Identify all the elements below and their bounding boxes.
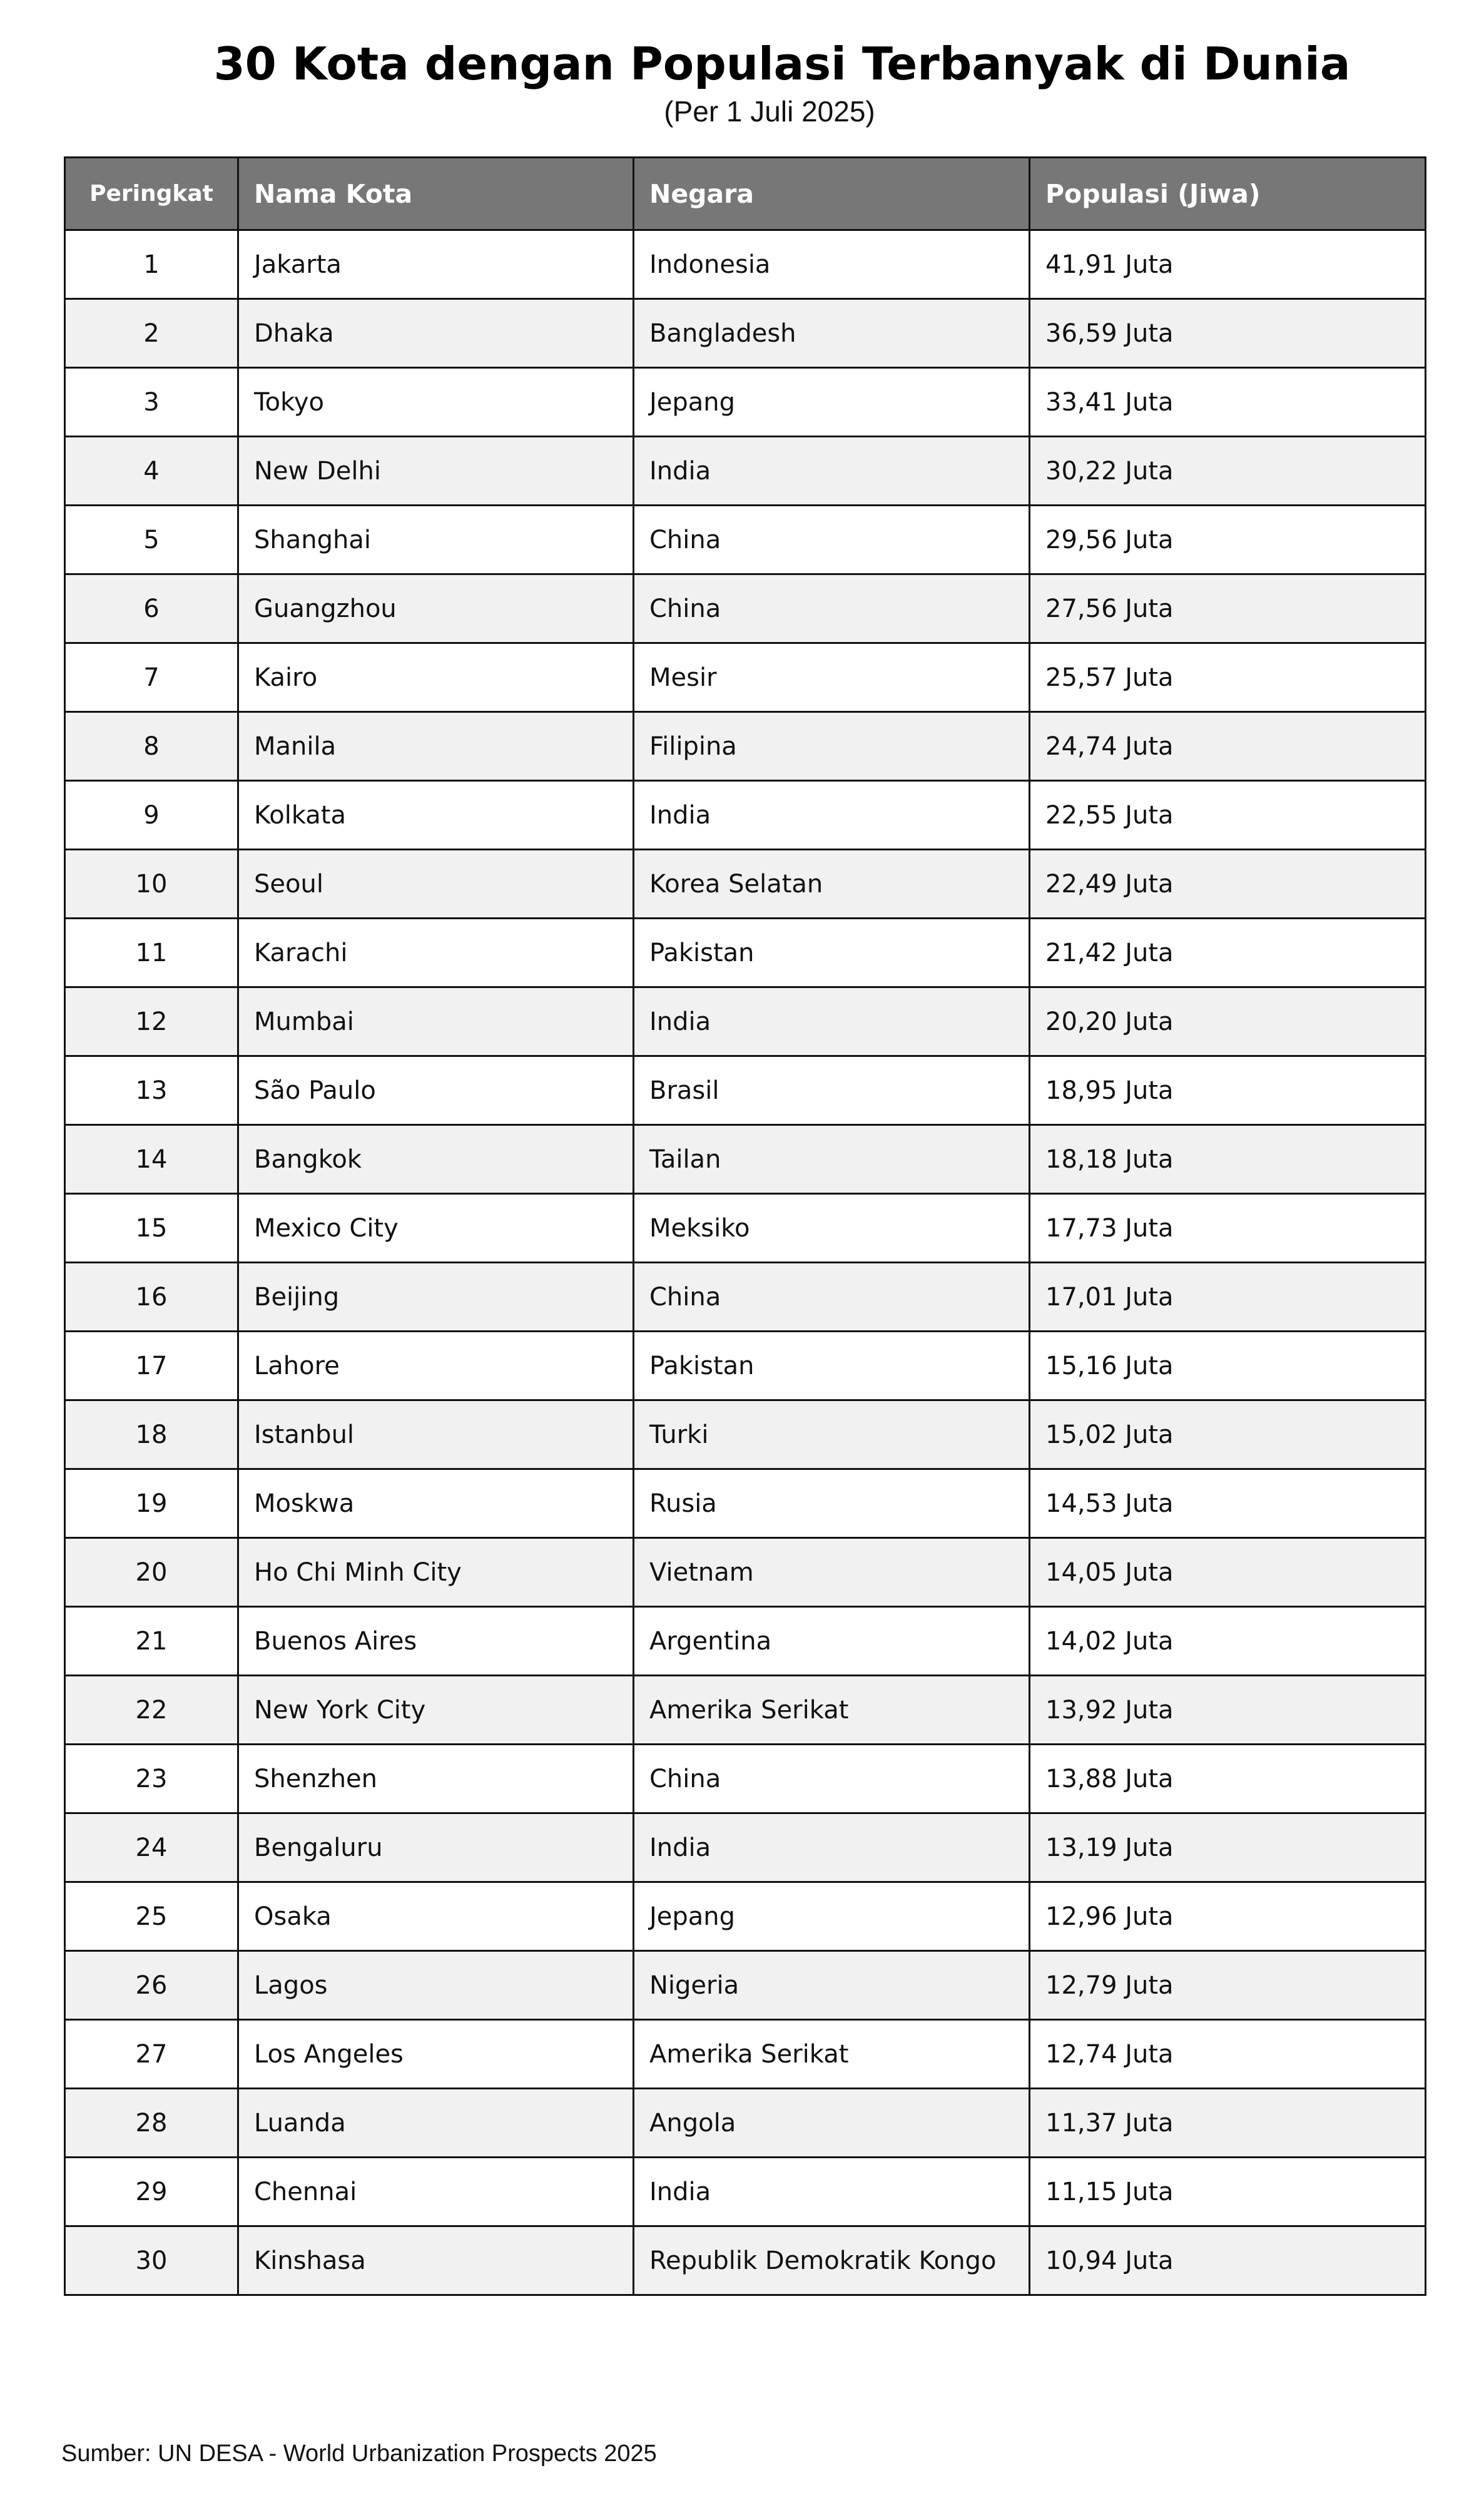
cell-city: Bengaluru <box>238 1813 634 1882</box>
table-row <box>65 368 1426 437</box>
cell-city: Mumbai <box>238 987 634 1056</box>
column-header-population: Populasi (Jiwa) <box>1030 158 1426 230</box>
cell-rank: 24 <box>65 1813 238 1882</box>
cell-city: Kairo <box>238 643 634 712</box>
table-row <box>65 1951 1426 2020</box>
cell-country: China <box>634 1745 1030 1813</box>
cell-country: Bangladesh <box>634 299 1030 368</box>
cell-country: Amerika Serikat <box>634 1676 1030 1745</box>
cell-city: Moskwa <box>238 1469 634 1538</box>
table-row <box>65 506 1426 574</box>
cell-rank: 19 <box>65 1469 238 1538</box>
cell-country: Nigeria <box>634 1951 1030 2020</box>
cell-population: 15,02 Juta <box>1030 1400 1426 1469</box>
table-row <box>65 1882 1426 1951</box>
table-row <box>65 299 1426 368</box>
cell-population: 17,73 Juta <box>1030 1194 1426 1263</box>
cell-city: Tokyo <box>238 368 634 437</box>
cell-country: Pakistan <box>634 1332 1030 1400</box>
table-row <box>65 1676 1426 1745</box>
cell-population: 22,49 Juta <box>1030 850 1426 919</box>
cell-country: India <box>634 781 1030 850</box>
cell-country: Brasil <box>634 1056 1030 1125</box>
cell-population: 14,02 Juta <box>1030 1607 1426 1676</box>
table-row <box>65 2020 1426 2089</box>
table-body <box>65 230 1426 2295</box>
table-row <box>65 712 1426 781</box>
cell-rank: 5 <box>65 506 238 574</box>
cell-country: Vietnam <box>634 1538 1030 1607</box>
page-subtitle: (Per 1 Juli 2025) <box>664 95 875 128</box>
cell-country: Rusia <box>634 1469 1030 1538</box>
cell-rank: 27 <box>65 2020 238 2089</box>
cell-rank: 23 <box>65 1745 238 1813</box>
cell-city: Mexico City <box>238 1194 634 1263</box>
cell-population: 13,92 Juta <box>1030 1676 1426 1745</box>
cell-rank: 8 <box>65 712 238 781</box>
cell-population: 30,22 Juta <box>1030 437 1426 506</box>
table-row <box>65 437 1426 506</box>
cell-rank: 14 <box>65 1125 238 1194</box>
cell-country: Tailan <box>634 1125 1030 1194</box>
cell-country: Pakistan <box>634 919 1030 987</box>
cell-rank: 17 <box>65 1332 238 1400</box>
cell-population: 15,16 Juta <box>1030 1332 1426 1400</box>
cell-city: Los Angeles <box>238 2020 634 2089</box>
cell-city: Lahore <box>238 1332 634 1400</box>
table-row <box>65 1400 1426 1469</box>
table-row <box>65 230 1426 299</box>
table-row <box>65 1469 1426 1538</box>
cell-rank: 30 <box>65 2226 238 2295</box>
cell-country: Mesir <box>634 643 1030 712</box>
table-row <box>65 1745 1426 1813</box>
cell-country: Amerika Serikat <box>634 2020 1030 2089</box>
cell-rank: 6 <box>65 574 238 643</box>
cell-country: Argentina <box>634 1607 1030 1676</box>
cell-rank: 18 <box>65 1400 238 1469</box>
cell-country: China <box>634 1263 1030 1332</box>
cell-population: 27,56 Juta <box>1030 574 1426 643</box>
cell-city: Buenos Aires <box>238 1607 634 1676</box>
cell-rank: 28 <box>65 2089 238 2158</box>
cell-rank: 22 <box>65 1676 238 1745</box>
cell-country: India <box>634 1813 1030 1882</box>
table-row <box>65 1194 1426 1263</box>
cell-rank: 21 <box>65 1607 238 1676</box>
cell-city: Osaka <box>238 1882 634 1951</box>
cell-country: China <box>634 506 1030 574</box>
cell-rank: 15 <box>65 1194 238 1263</box>
cell-population: 41,91 Juta <box>1030 230 1426 299</box>
cell-city: Beijing <box>238 1263 634 1332</box>
column-header-city: Nama Kota <box>238 158 634 230</box>
cell-population: 18,18 Juta <box>1030 1125 1426 1194</box>
cell-population: 13,19 Juta <box>1030 1813 1426 1882</box>
cell-population: 10,94 Juta <box>1030 2226 1426 2295</box>
cell-population: 11,15 Juta <box>1030 2158 1426 2226</box>
cell-country: China <box>634 574 1030 643</box>
cell-city: Luanda <box>238 2089 634 2158</box>
cell-country: Turki <box>634 1400 1030 1469</box>
table-row <box>65 2158 1426 2226</box>
cell-city: Manila <box>238 712 634 781</box>
table-row <box>65 2089 1426 2158</box>
table-row <box>65 987 1426 1056</box>
cell-country: Angola <box>634 2089 1030 2158</box>
cell-country: Korea Selatan <box>634 850 1030 919</box>
cell-population: 24,74 Juta <box>1030 712 1426 781</box>
cell-rank: 7 <box>65 643 238 712</box>
cell-rank: 12 <box>65 987 238 1056</box>
cell-country: India <box>634 2158 1030 2226</box>
cell-city: Dhaka <box>238 299 634 368</box>
table-row <box>65 1056 1426 1125</box>
cell-city: Lagos <box>238 1951 634 2020</box>
table-row <box>65 1607 1426 1676</box>
cell-population: 25,57 Juta <box>1030 643 1426 712</box>
cell-population: 29,56 Juta <box>1030 506 1426 574</box>
cell-population: 21,42 Juta <box>1030 919 1426 987</box>
cell-population: 11,37 Juta <box>1030 2089 1426 2158</box>
cell-population: 14,05 Juta <box>1030 1538 1426 1607</box>
cell-population: 13,88 Juta <box>1030 1745 1426 1813</box>
cell-population: 12,79 Juta <box>1030 1951 1426 2020</box>
source-note: Sumber: UN DESA - World Urbanization Prospects 2025 <box>61 2440 657 2467</box>
cell-country: Republik Demokratik Kongo <box>634 2226 1030 2295</box>
column-header-rank: Peringkat <box>65 158 238 230</box>
cell-population: 17,01 Juta <box>1030 1263 1426 1332</box>
cell-country: India <box>634 437 1030 506</box>
cell-rank: 16 <box>65 1263 238 1332</box>
cell-population: 14,53 Juta <box>1030 1469 1426 1538</box>
table-row <box>65 1813 1426 1882</box>
cell-population: 22,55 Juta <box>1030 781 1426 850</box>
cell-city: Shanghai <box>238 506 634 574</box>
cell-country: Indonesia <box>634 230 1030 299</box>
cell-rank: 25 <box>65 1882 238 1951</box>
cell-city: New York City <box>238 1676 634 1745</box>
page-title: 30 Kota dengan Populasi Terbanyak di Dunia <box>213 38 1351 90</box>
cell-country: India <box>634 987 1030 1056</box>
cell-city: Karachi <box>238 919 634 987</box>
cell-rank: 3 <box>65 368 238 437</box>
cell-city: Shenzhen <box>238 1745 634 1813</box>
cell-rank: 13 <box>65 1056 238 1125</box>
cell-city: Kolkata <box>238 781 634 850</box>
cell-population: 33,41 Juta <box>1030 368 1426 437</box>
table-row <box>65 919 1426 987</box>
cell-city: Kinshasa <box>238 2226 634 2295</box>
cell-population: 12,74 Juta <box>1030 2020 1426 2089</box>
table-row <box>65 1538 1426 1607</box>
table-row <box>65 1332 1426 1400</box>
table-row <box>65 643 1426 712</box>
cell-country: Meksiko <box>634 1194 1030 1263</box>
table-row <box>65 781 1426 850</box>
table-header-row <box>65 158 1426 230</box>
table-row <box>65 1263 1426 1332</box>
table-row <box>65 574 1426 643</box>
cell-city: Seoul <box>238 850 634 919</box>
column-header-country: Negara <box>634 158 1030 230</box>
cell-country: Jepang <box>634 368 1030 437</box>
cell-city: Jakarta <box>238 230 634 299</box>
table-row <box>65 1125 1426 1194</box>
table-row <box>65 850 1426 919</box>
cell-city: Guangzhou <box>238 574 634 643</box>
cell-population: 12,96 Juta <box>1030 1882 1426 1951</box>
cell-rank: 10 <box>65 850 238 919</box>
cell-rank: 4 <box>65 437 238 506</box>
cell-rank: 26 <box>65 1951 238 2020</box>
cell-country: Filipina <box>634 712 1030 781</box>
cell-rank: 29 <box>65 2158 238 2226</box>
cell-city: São Paulo <box>238 1056 634 1125</box>
cell-city: Istanbul <box>238 1400 634 1469</box>
cell-country: Jepang <box>634 1882 1030 1951</box>
cell-rank: 11 <box>65 919 238 987</box>
cell-population: 18,95 Juta <box>1030 1056 1426 1125</box>
cell-rank: 9 <box>65 781 238 850</box>
cell-population: 20,20 Juta <box>1030 987 1426 1056</box>
cell-city: Ho Chi Minh City <box>238 1538 634 1607</box>
cell-population: 36,59 Juta <box>1030 299 1426 368</box>
population-table <box>64 156 1426 2296</box>
cell-rank: 20 <box>65 1538 238 1607</box>
cell-city: Chennai <box>238 2158 634 2226</box>
cell-city: Bangkok <box>238 1125 634 1194</box>
table-row <box>65 2226 1426 2295</box>
cell-city: New Delhi <box>238 437 634 506</box>
cell-rank: 2 <box>65 299 238 368</box>
cell-rank: 1 <box>65 230 238 299</box>
